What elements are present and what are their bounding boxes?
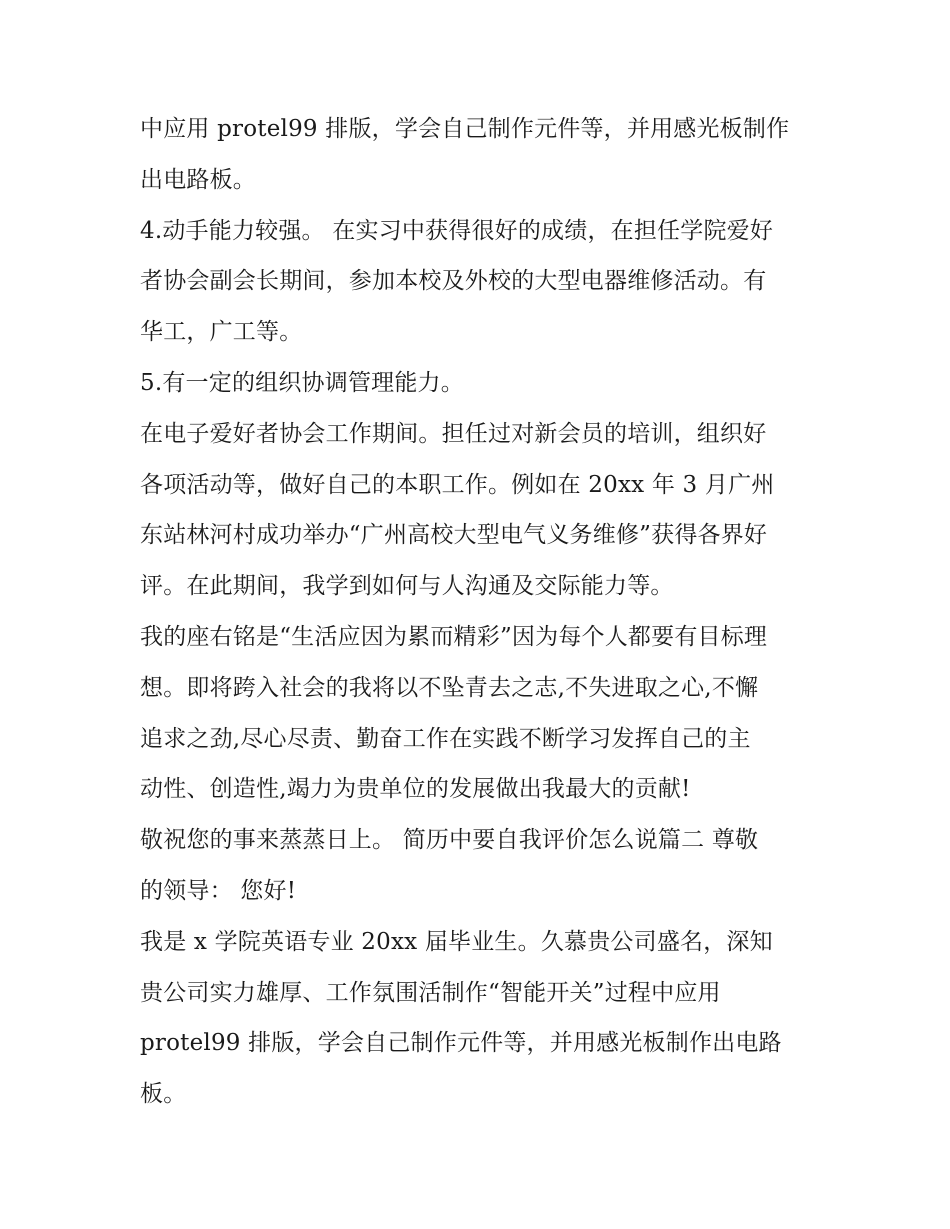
body-text bbox=[140, 104, 820, 1120]
text-line: 的领导： 您好! bbox=[140, 877, 297, 904]
text-line: 4.动手能力较强。 在实习中获得很好的成绩，在担任学院爱好 bbox=[140, 217, 774, 244]
text-line: 中应用 protel99 排版，学会自己制作元件等，并用感光板制作 bbox=[140, 116, 790, 142]
text-line: 敬祝您的事来蒸蒸日上。 简历中要自我评价怎么说篇二 尊敬 bbox=[140, 827, 759, 854]
text-line: 各项活动等，做好自己的本职工作。例如在 20xx 年 3 月广州 bbox=[140, 471, 775, 498]
text-line: 者协会副会长期间，参加本校及外校的大型电器维修活动。有 bbox=[140, 268, 767, 295]
text-line: protel99 排版，学会自己制作元件等，并用感光板制作出电路 bbox=[140, 1030, 782, 1057]
text-line: 东站林河村成功举办“广州高校大型电气义务维修”获得各界好 bbox=[140, 522, 768, 549]
text-line: 评。在此期间，我学到如何与人沟通及交际能力等。 bbox=[140, 573, 674, 600]
text-line: 板。 bbox=[140, 1081, 187, 1108]
text-line: 追求之劲,尽心尽责、勤奋工作在实践不断学习发挥自己的主 bbox=[140, 725, 751, 752]
text-line: 5.有一定的组织协调管理能力。 bbox=[140, 369, 464, 396]
text-line: 我的座右铭是“生活应因为累而精彩”因为每个人都要有目标理 bbox=[140, 623, 768, 650]
text-line: 贵公司实力雄厚、工作氛围活制作“智能开关”过程中应用 bbox=[140, 979, 721, 1006]
text-line: 在电子爱好者协会工作期间。担任过对新会员的培训，组织好 bbox=[140, 420, 767, 447]
text-line: 华工，广工等。 bbox=[140, 319, 303, 346]
text-line: 想。即将跨入社会的我将以不坠青去之志,不失进取之心,不懈 bbox=[140, 674, 759, 701]
text-line: 出电路板。 bbox=[140, 166, 256, 193]
text-line: 我是 x 学院英语专业 20xx 届毕业生。久慕贵公司盛名，深知 bbox=[140, 928, 773, 955]
text-line: 动性、创造性,竭力为贵单位的发展做出我最大的贡献! bbox=[140, 776, 691, 803]
